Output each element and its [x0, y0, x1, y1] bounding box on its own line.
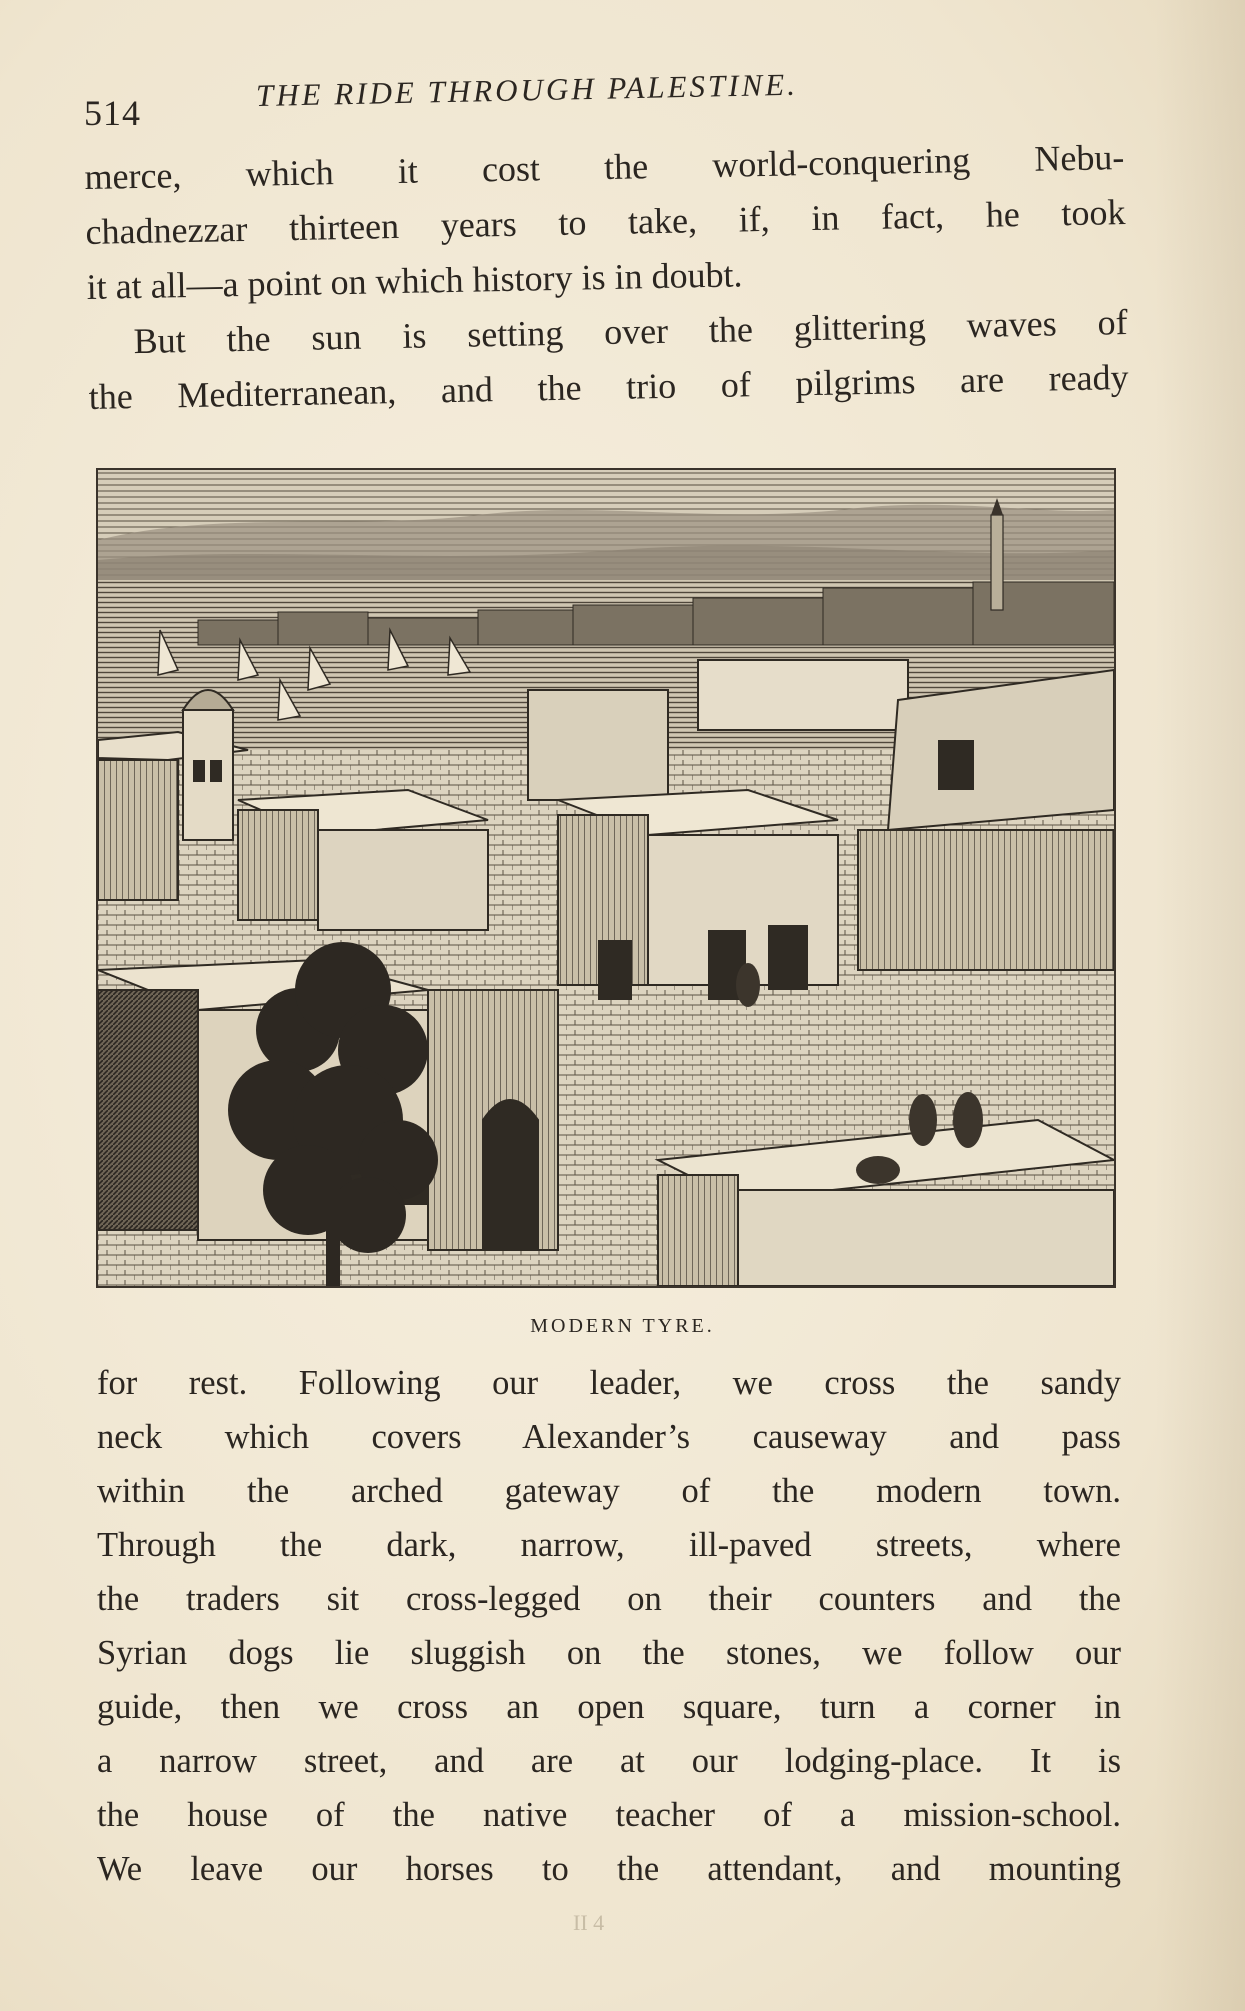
text-line: merce, which it cost the world-conquering Nebu-	[84, 137, 1125, 197]
text-line: it at all—a point on which history is in doubt.	[86, 254, 743, 307]
text-line: the house of the native teacher of a mission-school.	[97, 1796, 1121, 1834]
top-text-block	[84, 130, 1129, 425]
page-gutter-shadow	[1155, 0, 1245, 2011]
text-line: But the sun is setting over the glittering waves of	[133, 302, 1128, 362]
text-line: guide, then we cross an open square, turn a corner in	[97, 1688, 1121, 1726]
engraving-illustration	[96, 468, 1116, 1288]
running-title: THE RIDE THROUGH PALESTINE.	[255, 66, 799, 113]
text-line: chadnezzar thirteen years to take, if, in fact, he took	[85, 192, 1126, 252]
text-line: the Mediterranean, and the trio of pilgrims are ready	[88, 356, 1129, 417]
page-header	[84, 66, 1124, 133]
page-number: 514	[84, 93, 141, 133]
signature-mark: II 4	[573, 1910, 605, 1935]
text-line: a narrow street, and are at our lodging-place. It is	[97, 1742, 1121, 1780]
text-line: neck which covers Alexander’s causeway and pass	[97, 1418, 1121, 1456]
text-line: Syrian dogs lie sluggish on the stones, we follow our	[97, 1634, 1121, 1672]
text-line: within the arched gateway of the modern town.	[97, 1472, 1121, 1510]
text-line: We leave our horses to the attendant, and mounting	[97, 1850, 1121, 1888]
text-line: for rest. Following our leader, we cross the sandy	[97, 1364, 1121, 1402]
text-line: the traders sit cross-legged on their counters and the	[97, 1580, 1121, 1618]
bottom-text-block	[97, 1356, 1121, 1896]
engraving-artwork	[98, 470, 1114, 1286]
figure-caption: MODERN TYRE.	[530, 1315, 715, 1337]
text-line: Through the dark, narrow, ill-paved streets, where	[97, 1526, 1121, 1564]
